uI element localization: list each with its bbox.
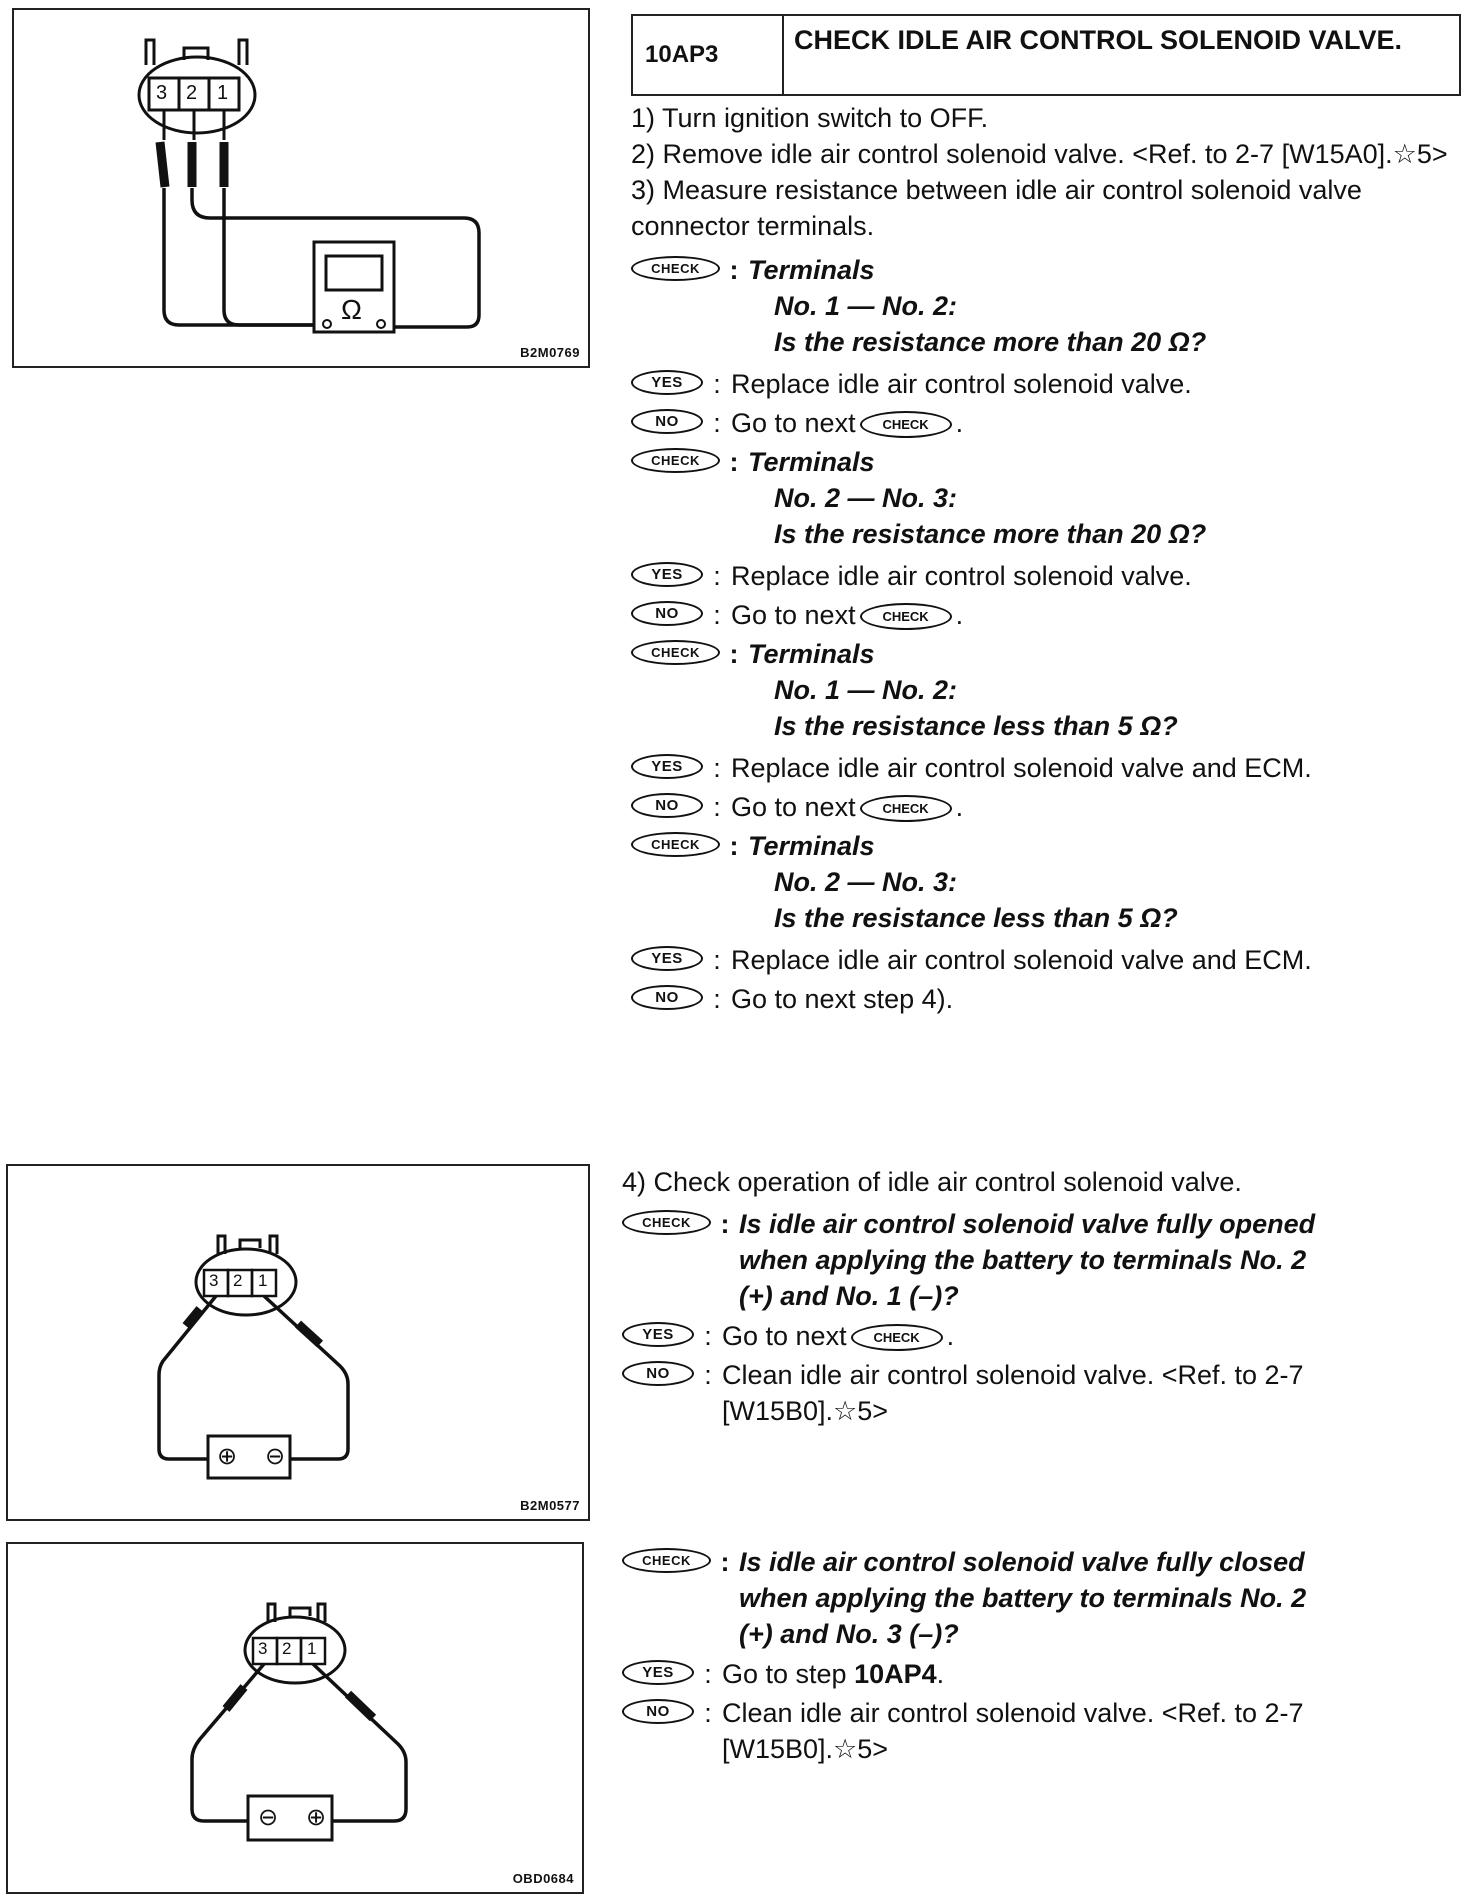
no-text: Go to next step 4). — [731, 984, 954, 1014]
yes-badge: YES — [631, 946, 703, 971]
yes-text: Go to next — [722, 1321, 847, 1351]
yes-row: YES : Go to next CHECK . — [622, 1318, 1462, 1354]
yes-text: Replace idle air control solenoid valve. — [731, 369, 1192, 399]
no-row: NO : Go to next step 4). — [631, 981, 1463, 1017]
check-badge: CHECK — [622, 1210, 711, 1235]
steps-block — [631, 100, 1463, 1020]
procedure-header — [631, 14, 1461, 96]
figure-battery-open — [6, 1164, 590, 1521]
no-badge: NO — [631, 601, 703, 626]
terminal-label: 2 — [233, 1271, 243, 1290]
terminal-label: 1 — [217, 82, 229, 104]
figure-battery-closed — [6, 1542, 584, 1894]
yes-text: Replace idle air control solenoid valve and ECM. — [731, 753, 1312, 783]
check-row: CHECK : Terminals No. 1 — No. 2: Is the resistance more than 20 Ω? — [631, 252, 1463, 360]
check-badge: CHECK — [622, 1548, 711, 1573]
yes-row: YES : Replace idle air control solenoid valve. — [631, 558, 1463, 594]
no-row: NO : Go to next CHECK . — [631, 405, 1463, 441]
check-row: CHECK : Terminals No. 2 — No. 3: Is the resistance less than 5 Ω? — [631, 828, 1463, 936]
terminal-label: 3 — [209, 1271, 219, 1290]
check-question: Is idle air control solenoid valve fully closed when applying the battery to terminals No. 2 (+) and No. 3 (–)? — [739, 1547, 1307, 1649]
no-text: Go to next — [731, 600, 856, 630]
check-badge: CHECK — [631, 448, 720, 473]
check-question: Terminals No. 2 — No. 3: Is the resistance less than 5 Ω? — [748, 831, 1178, 933]
figure-ohmmeter — [12, 8, 590, 368]
battery-positive-icon: ⊕ — [217, 1443, 238, 1470]
terminal-label: 1 — [258, 1271, 268, 1290]
no-text: Clean idle air control solenoid valve. <Ref. to 2-7 [W15B0].☆5> — [722, 1698, 1304, 1764]
figure-code: OBD0684 — [512, 1871, 574, 1886]
battery-positive-icon: ⊕ — [306, 1804, 327, 1831]
no-text: Go to next — [731, 792, 856, 822]
terminal-label: 3 — [156, 82, 168, 104]
check-badge: CHECK — [631, 832, 720, 857]
yes-row: YES : Replace idle air control solenoid valve and ECM. — [631, 750, 1463, 786]
battery-negative-icon: ⊖ — [265, 1443, 286, 1470]
figure-code: B2M0769 — [520, 345, 580, 360]
yes-text: Go to step — [722, 1659, 847, 1689]
check-question: Terminals No. 1 — No. 2: Is the resistance less than 5 Ω? — [748, 639, 1178, 741]
step-3: 3) Measure resistance between idle air control solenoid valve connector terminals. — [631, 175, 1362, 241]
check-badge-inline: CHECK — [860, 795, 952, 822]
terminal-label: 2 — [282, 1639, 292, 1658]
yes-badge: YES — [631, 562, 703, 587]
check-badge: CHECK — [631, 640, 720, 665]
yes-badge: YES — [622, 1322, 694, 1347]
no-badge: NO — [631, 985, 703, 1010]
check-row: CHECK : Terminals No. 2 — No. 3: Is the resistance more than 20 Ω? — [631, 444, 1463, 552]
check-row: CHECK : Terminals No. 1 — No. 2: Is the resistance less than 5 Ω? — [631, 636, 1463, 744]
no-badge: NO — [622, 1361, 694, 1386]
procedure-title: CHECK IDLE AIR CONTROL SOLENOID VALVE. — [794, 25, 1403, 55]
step-4-block — [622, 1164, 1462, 1438]
check-question: Terminals No. 1 — No. 2: Is the resistance more than 20 Ω? — [748, 255, 1207, 357]
yes-row: YES : Replace idle air control solenoid valve and ECM. — [631, 942, 1463, 978]
yes-text: Replace idle air control solenoid valve and ECM. — [731, 945, 1312, 975]
ohmmeter-diagram — [14, 10, 588, 366]
no-badge: NO — [631, 793, 703, 818]
yes-row: YES : Go to step 10AP4. — [622, 1656, 1462, 1692]
step-1: 1) Turn ignition switch to OFF. — [631, 103, 989, 133]
no-row: NO : Clean idle air control solenoid valve. <Ref. to 2-7 [W15B0].☆5> — [622, 1695, 1462, 1767]
battery-negative-icon: ⊖ — [258, 1804, 279, 1831]
no-badge: NO — [622, 1699, 694, 1724]
check-badge-inline: CHECK — [860, 603, 952, 630]
procedure-id: 10AP3 — [633, 16, 784, 94]
yes-row: YES : Replace idle air control solenoid valve. — [631, 366, 1463, 402]
yes-badge: YES — [631, 370, 703, 395]
check-question: Terminals No. 2 — No. 3: Is the resistance more than 20 Ω? — [748, 447, 1207, 549]
check-badge-inline: CHECK — [860, 411, 952, 438]
check-badge-inline: CHECK — [851, 1324, 943, 1351]
no-row: NO : Go to next CHECK . — [631, 789, 1463, 825]
yes-badge: YES — [622, 1660, 694, 1685]
step-4b-block — [622, 1544, 1462, 1776]
terminal-label: 2 — [186, 82, 198, 104]
battery-open-diagram — [8, 1166, 588, 1519]
no-row: NO : Clean idle air control solenoid valve. <Ref. to 2-7 [W15B0].☆5> — [622, 1357, 1462, 1429]
check-row: CHECK : Is idle air control solenoid valve fully opened when applying the battery to terminals No. 2 (+) and No. 1 (–)? — [622, 1206, 1462, 1314]
yes-badge: YES — [631, 754, 703, 779]
no-badge: NO — [631, 409, 703, 434]
no-row: NO : Go to next CHECK . — [631, 597, 1463, 633]
step-2: 2) Remove idle air control solenoid valve. <Ref. to 2-7 [W15A0].☆5> — [631, 139, 1448, 169]
terminal-label: 3 — [258, 1639, 268, 1658]
battery-closed-diagram — [8, 1544, 582, 1892]
ohm-symbol: Ω — [341, 294, 362, 325]
no-text: Go to next — [731, 408, 856, 438]
check-row: CHECK : Is idle air control solenoid valve fully closed when applying the battery to terminals No. 2 (+) and No. 3 (–)? — [622, 1544, 1462, 1652]
figure-code: B2M0577 — [520, 1498, 580, 1513]
yes-text: Replace idle air control solenoid valve. — [731, 561, 1192, 591]
check-badge: CHECK — [631, 256, 720, 281]
check-question: Is idle air control solenoid valve fully opened when applying the battery to terminals No. 2 (+) and No. 1 (–)? — [739, 1209, 1316, 1311]
next-step-id: 10AP4 — [854, 1659, 937, 1689]
step-4: 4) Check operation of idle air control solenoid valve. — [622, 1167, 1242, 1197]
no-text: Clean idle air control solenoid valve. <Ref. to 2-7 [W15B0].☆5> — [722, 1360, 1304, 1426]
terminal-label: 1 — [307, 1639, 317, 1658]
